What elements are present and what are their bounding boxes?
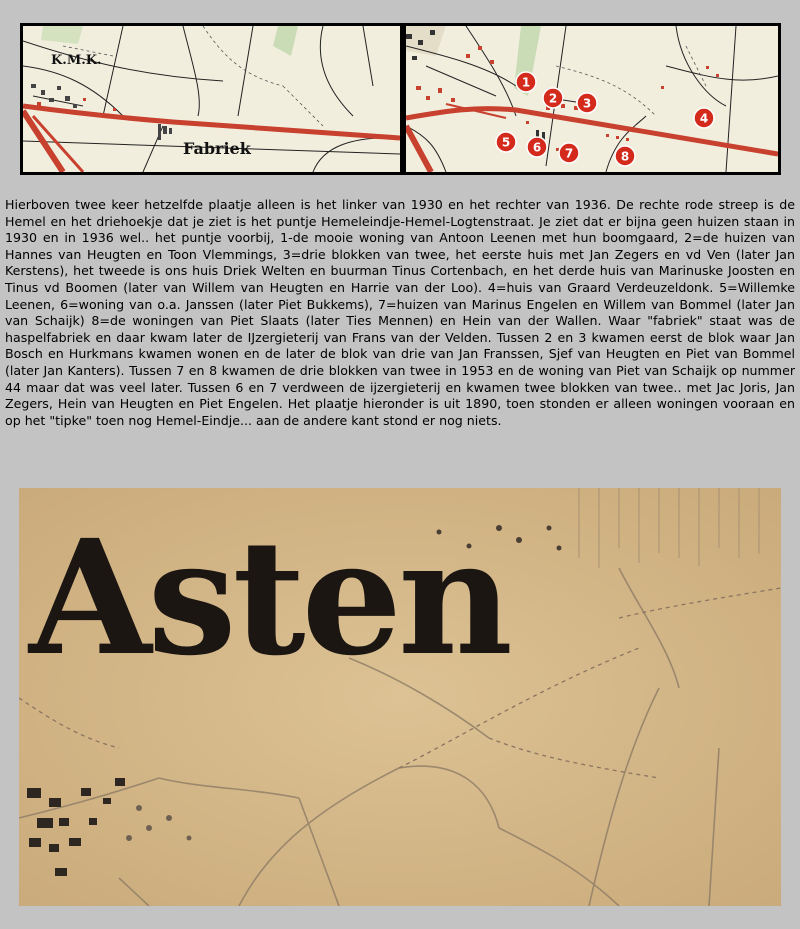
map-1930 — [20, 23, 403, 175]
svg-text:3: 3 — [582, 96, 592, 111]
marker-4 — [694, 108, 714, 128]
map-1890 — [19, 488, 781, 906]
marker-5 — [496, 132, 516, 152]
kmk-label: K.M.K. — [51, 53, 102, 68]
marker-2 — [543, 88, 563, 108]
marker-8 — [615, 146, 635, 166]
map-1936 — [403, 23, 781, 175]
svg-text:8: 8 — [620, 149, 630, 164]
fabriek-label: Fabriek — [183, 139, 251, 158]
svg-text:5: 5 — [501, 135, 511, 150]
description-text: Hierboven twee keer hetzelfde plaatje alleen is het linker van 1930 en het rechter van 1936. De rechte rode streep is de Hemel en het driehoekje dat je ziet is het puntje Hemeleindje-Hemel-Logtenstraat. Je ziet dat er bijna geen huizen staan in 1930 en in 1936 wel.. het puntje voorbij, 1-de mooie woning van Antoon Leenen met hun boomgaard, 2=de huizen van Hannes van Heugten en Toon Vlemmings, 3=drie blokken van twee, het eerste huis met Jan Zegers en vd Ven (later Jan Kerstens), het tweede is ons huis Driek Welten en buurman Tinus Cortenbach, en het derde huis van Marinuske Joosten en Tinus vd Boomen (later van Willem van Heugten en Harrie van der Loo). 4=huis van Graard Verdeuzeldonk. 5=Willemke Leenen, 6=woning van o.a. Janssen (later Piet Bukkems), 7=huizen van Marinus Engelen en Willem van Bommel (later Jan van Schaijk) 8=de woningen van Piet Slaats (later Ties Mennen) en Hein van der Wallen. Waar "fabriek" staat was de haspelfabriek en daar kwam later de IJzergieterij van Frans van der Velden. Tussen 2 en 3 kwamen eerst de blok waar Jan Bosch en Hurkmans kwamen wonen en de later de blok van drie van Jan Franssen, Sjef van Heugten en Piet van Bommel (later Jan Kanters). Tussen 7 en 8 kwamen de drie blokken van twee in 1953 en de woning van Piet van Schaijk op nummer 44 maar dat was veel later. Tussen 6 en 7 verdween de ijzergieterij en kwamen twee blokken van twee.. met Jac Joris, Jan Zegers, Hein van Heugten en Piet Engelen. Het plaatje hieronder is uit 1890, toen stonden er alleen woningen vooraan en op het "tipke" toen nog Hemel-Eindje... aan de andere kant stond er nog niets. — [5, 197, 795, 428]
marker-6 — [527, 137, 547, 157]
svg-text:6: 6 — [532, 140, 542, 155]
asten-label: Asten — [29, 506, 509, 691]
svg-text:2: 2 — [548, 91, 558, 106]
marker-1 — [516, 72, 536, 92]
svg-text:1: 1 — [521, 75, 531, 90]
marker-3 — [577, 93, 597, 113]
svg-text:4: 4 — [699, 111, 709, 126]
marker-7 — [559, 143, 579, 163]
svg-text:7: 7 — [564, 146, 574, 161]
